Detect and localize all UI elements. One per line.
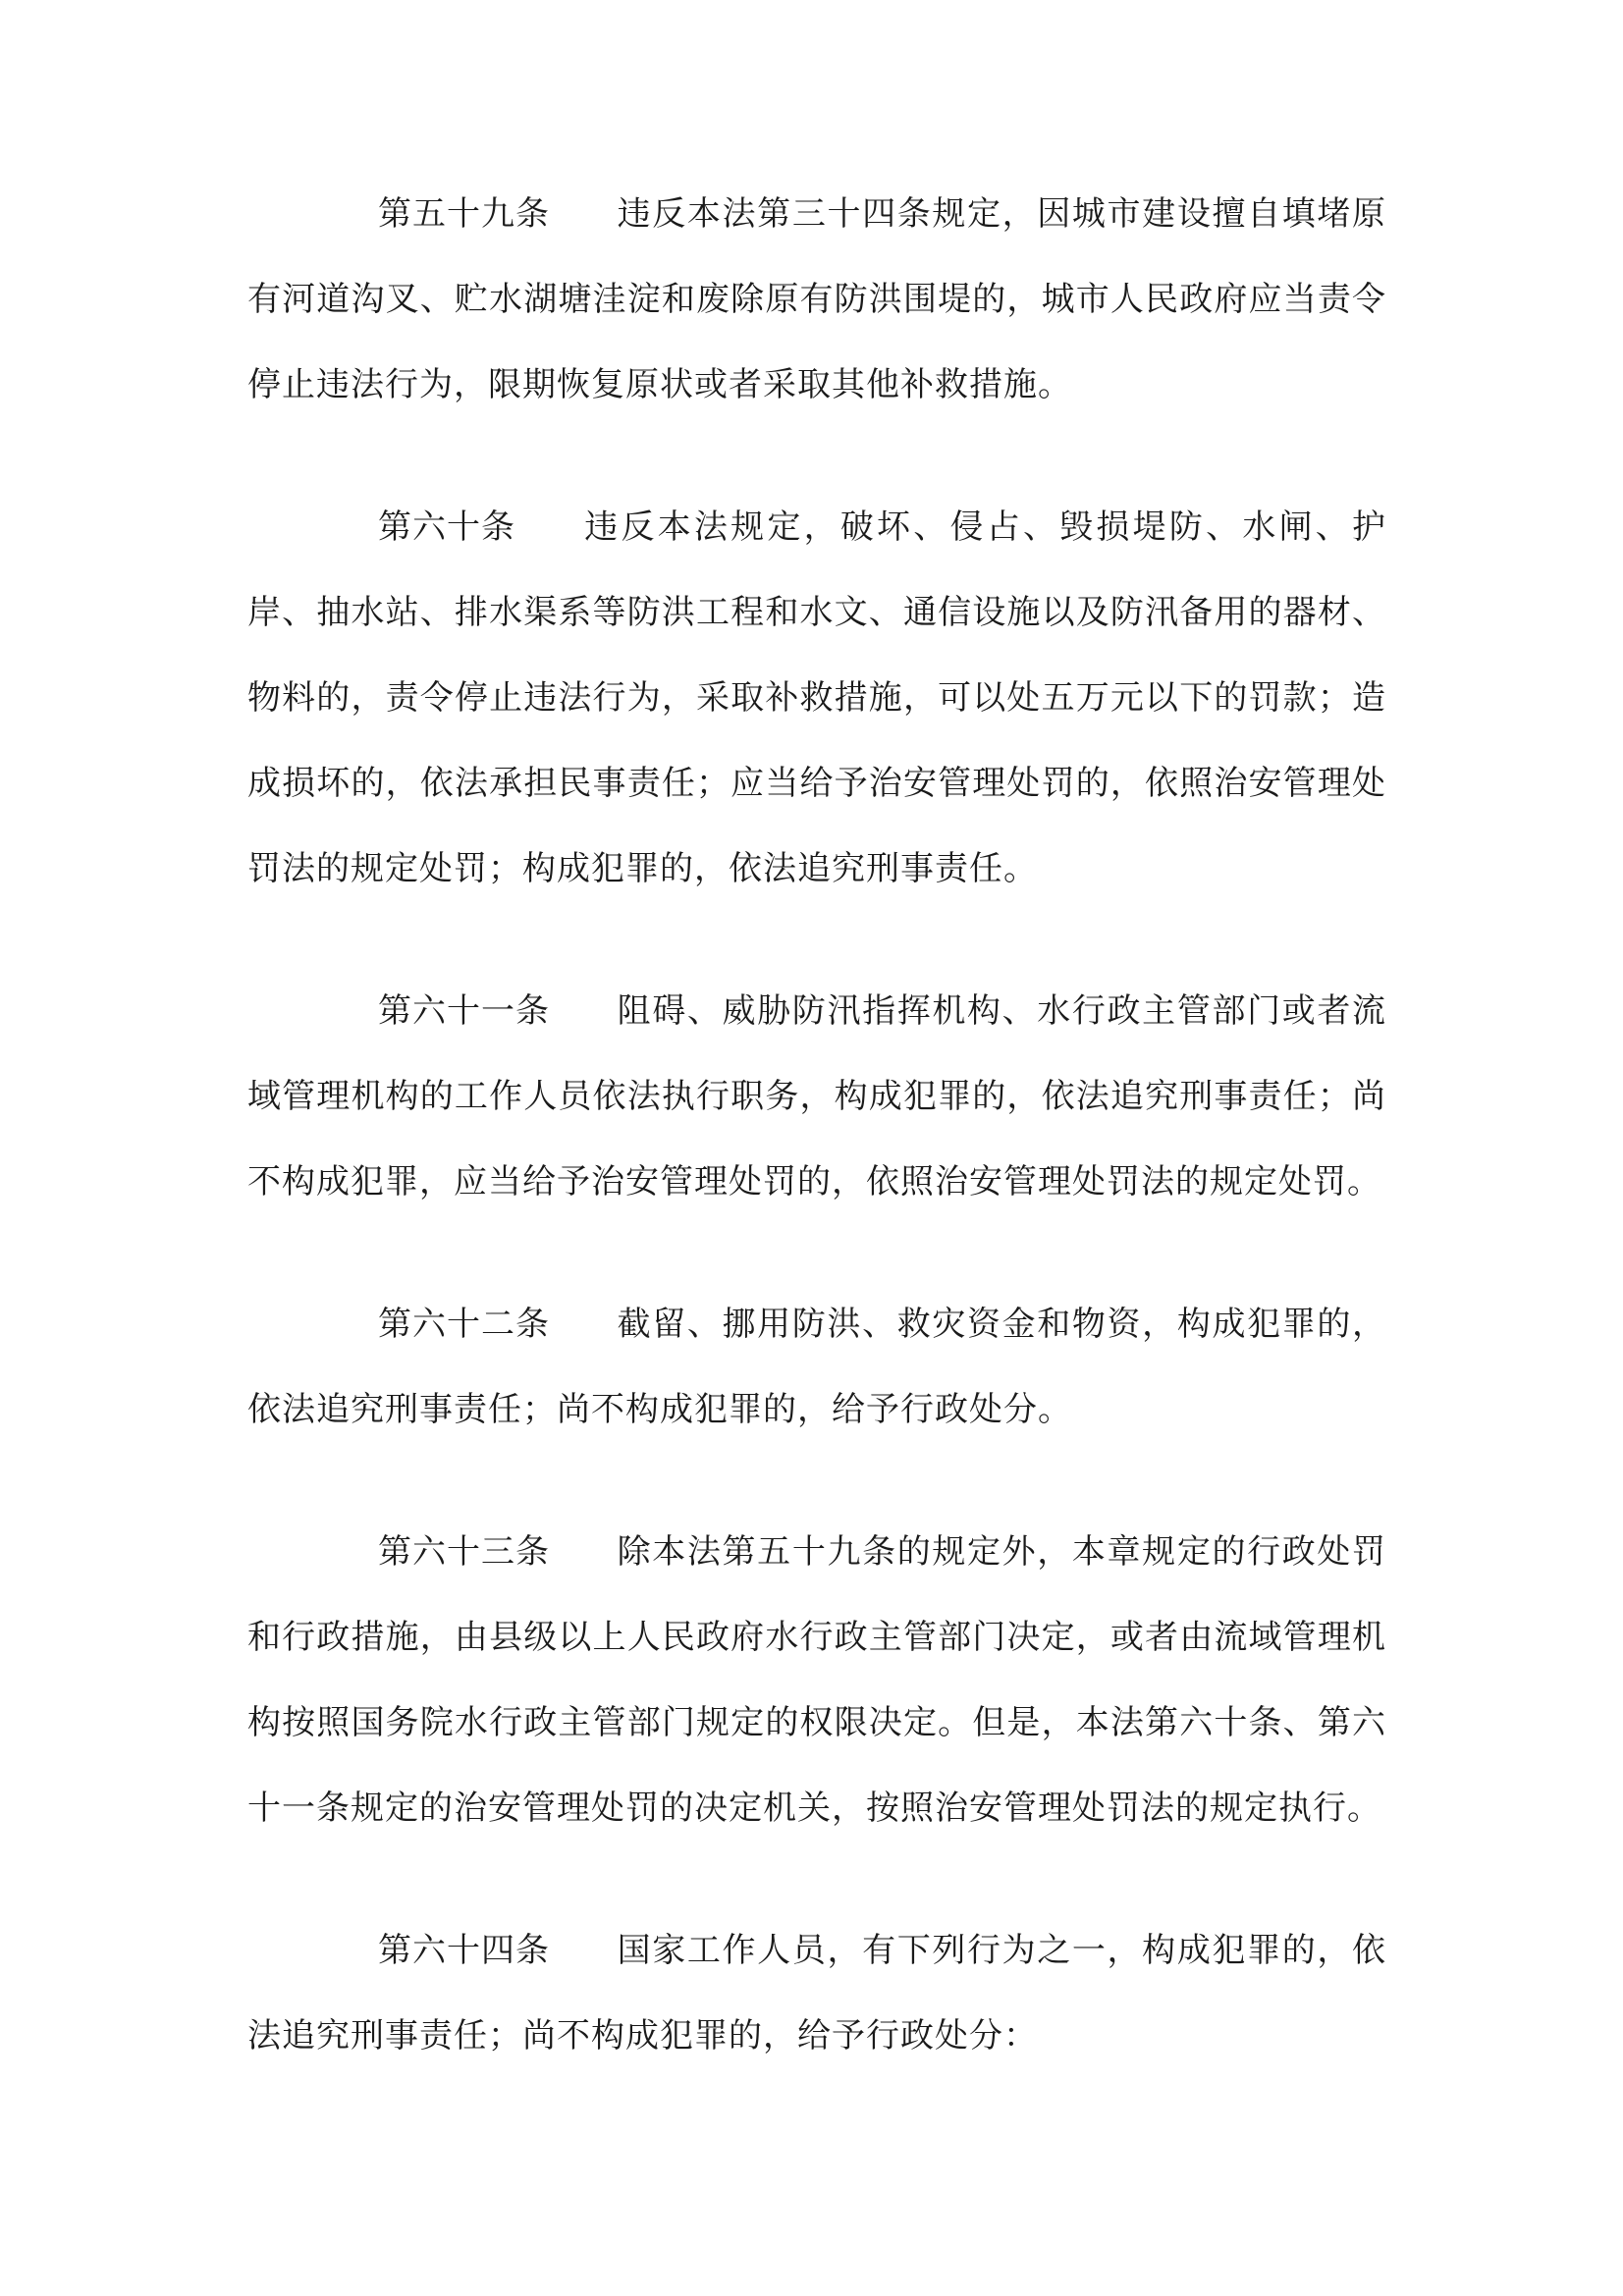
article-text: 截留、挪用防洪、救灾资金和物资，构成犯罪的，依法追究刑事责任；尚不构成犯罪的，给予行政处分。: [247, 1305, 1386, 1429]
article-text: 违反本法第三十四条规定，因城市建设擅自填堵原有河道沟叉、贮水湖塘洼淀和废除原有防洪围堤的，城市人民政府应当责令停止违法行为，限期恢复原状或者采取其他补救措施。: [247, 194, 1386, 404]
article-61: [247, 969, 1386, 1225]
article-number: 第六十四条: [378, 1931, 550, 1970]
article-64: [247, 1908, 1386, 2079]
article-number: 第六十条: [378, 507, 515, 547]
article-62: [247, 1282, 1386, 1453]
article-60: [247, 485, 1386, 912]
article-63: [247, 1510, 1386, 1851]
article-number: 第六十二条: [378, 1305, 550, 1344]
article-text: 阻碍、威胁防汛指挥机构、水行政主管部门或者流域管理机构的工作人员依法执行职务，构成犯罪的，依法追究刑事责任；尚不构成犯罪，应当给予治安管理处罚的，依照治安管理处罚法的规定处罚。: [247, 991, 1386, 1201]
article-number: 第五十九条: [378, 194, 550, 234]
article-number: 第六十一条: [378, 991, 550, 1031]
article-text: 违反本法规定，破坏、侵占、毁损堤防、水闸、护岸、抽水站、排水渠系等防洪工程和水文、通信设施以及防汛备用的器材、物料的，责令停止违法行为，采取补救措施，可以处五万元以下的罚款；造成损坏的，依法承担民事责任；应当给予治安管理处罚的，依照治安管理处罚法的规定处罚；构成犯罪的，依法追究刑事责任。: [247, 507, 1386, 888]
article-number: 第六十三条: [378, 1532, 550, 1572]
article-text: 国家工作人员，有下列行为之一，构成犯罪的，依法追究刑事责任；尚不构成犯罪的，给予行政处分：: [247, 1931, 1386, 2056]
article-59: [247, 172, 1386, 428]
article-text: 除本法第五十九条的规定外，本章规定的行政处罚和行政措施，由县级以上人民政府水行政主管部门决定，或者由流域管理机构按照国务院水行政主管部门规定的权限决定。但是，本法第六十条、第六十一条规定的治安管理处罚的决定机关，按照治安管理处罚法的规定执行。: [247, 1532, 1386, 1828]
document-body: [247, 172, 1386, 2136]
